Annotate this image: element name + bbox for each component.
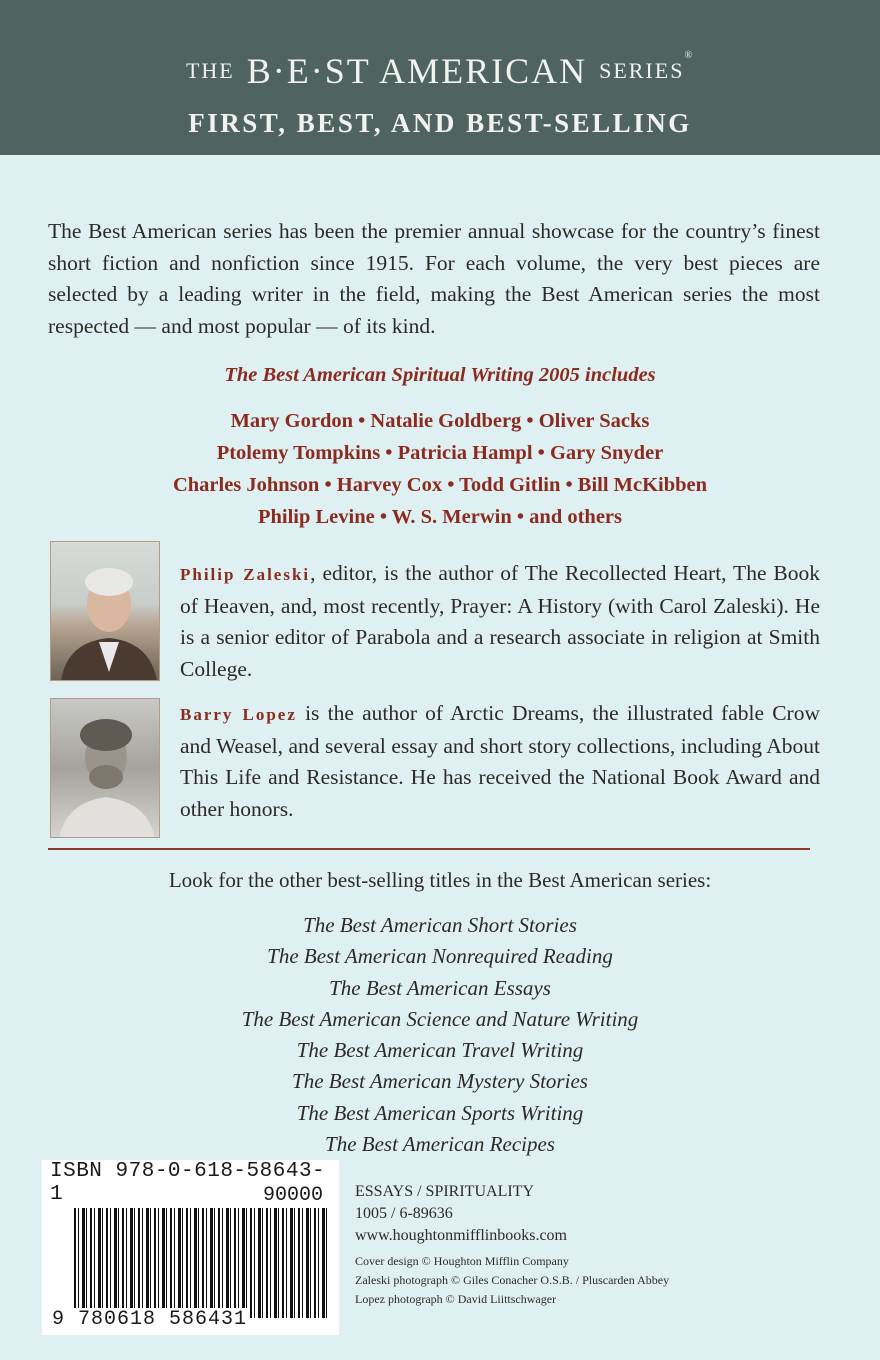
contributors-line: Ptolemy Tompkins • Patricia Hampl • Gary Snyder <box>216 442 664 464</box>
price-code: 90000 <box>262 1184 323 1207</box>
guest-editor-text: is the author of Arctic Dreams, the illustrated fable Crow and Weasel, and several essay and short story collections, including About This Life and Resistance. He has received the National Book Award and other honors. <box>180 701 820 821</box>
series-the: THE <box>185 58 235 83</box>
series-title-item: The Best American Essays <box>329 975 551 1000</box>
isbn-number: ISBN 978-0-618-58643-1 <box>50 1160 326 1206</box>
guest-editor-bio <box>180 698 820 825</box>
series-tagline: FIRST, BEST, AND BEST-SELLING <box>188 108 692 138</box>
series-logo <box>0 50 880 92</box>
series-name: B·E·ST AMERICAN <box>246 51 588 91</box>
series-title-item: The Best American Recipes <box>325 1132 555 1157</box>
guest-editor-name: Barry Lopez <box>180 705 297 724</box>
contributors-line: Philip Levine • W. S. Merwin • and others <box>257 506 623 528</box>
section-divider <box>48 848 810 850</box>
editor-photo <box>50 541 160 681</box>
series-header <box>0 0 880 155</box>
series-titles-list <box>0 910 880 1160</box>
credit-line: Lopez photograph © David Liittschwager <box>355 1292 557 1306</box>
includes-title: The Best American Spiritual Writing 2005 includes <box>224 364 656 386</box>
product-code: 1005 / 6-89636 <box>355 1205 453 1222</box>
contributors-line: Mary Gordon • Natalie Goldberg • Oliver Sacks <box>230 410 650 432</box>
series-title-item: The Best American Science and Nature Writing <box>241 1006 639 1031</box>
photo-credits <box>355 1252 815 1309</box>
barcode-bars <box>74 1208 329 1318</box>
series-title-item: The Best American Sports Writing <box>296 1100 584 1125</box>
registered-mark: ® <box>684 50 695 61</box>
credit-line: Cover design © Houghton Mifflin Company <box>355 1254 569 1268</box>
editor-name: Philip Zaleski <box>180 565 311 584</box>
contributors-line: Charles Johnson • Harvey Cox • Todd Gitlin • Bill McKibben <box>172 474 708 496</box>
editor-bio <box>180 558 820 685</box>
guest-editor-photo <box>50 698 160 838</box>
series-title-item: The Best American Nonrequired Reading <box>267 944 613 969</box>
series-word: SERIES <box>599 58 685 83</box>
series-title-item: The Best American Mystery Stories <box>292 1069 588 1094</box>
ean-number: 9 780618 586431 <box>52 1308 248 1331</box>
isbn-barcode <box>42 1160 339 1335</box>
category-label: ESSAYS / SPIRITUALITY <box>355 1183 534 1200</box>
series-title-item: The Best American Short Stories <box>303 913 577 937</box>
credit-line: Zaleski photograph © Giles Conacher O.S.B. / Pluscarden Abbey <box>355 1273 670 1287</box>
contributors-list <box>0 405 880 533</box>
editor-text: , editor, is the author of The Recollected Heart, The Book of Heaven, and, most recently, Prayer: A History (with Carol Zaleski). He is a senior editor of Parabola and a research associate in religion at Smith College. <box>180 561 820 681</box>
series-title-item: The Best American Travel Writing <box>296 1038 584 1063</box>
publisher-website: www.houghtonmifflinbooks.com <box>355 1227 567 1244</box>
intro-paragraph: The Best American series has been the premier annual showcase for the country’s finest short fiction and nonfiction since 1915. For each volume, the very best pieces are selected by a leading writer in the field, making the Best American series the most respected — and most popular — of its kind. <box>48 219 820 338</box>
publisher-info <box>355 1181 815 1247</box>
ean-digits <box>50 1308 335 1331</box>
look-for-line: Look for the other best-selling titles in the Best American series: <box>168 868 712 892</box>
